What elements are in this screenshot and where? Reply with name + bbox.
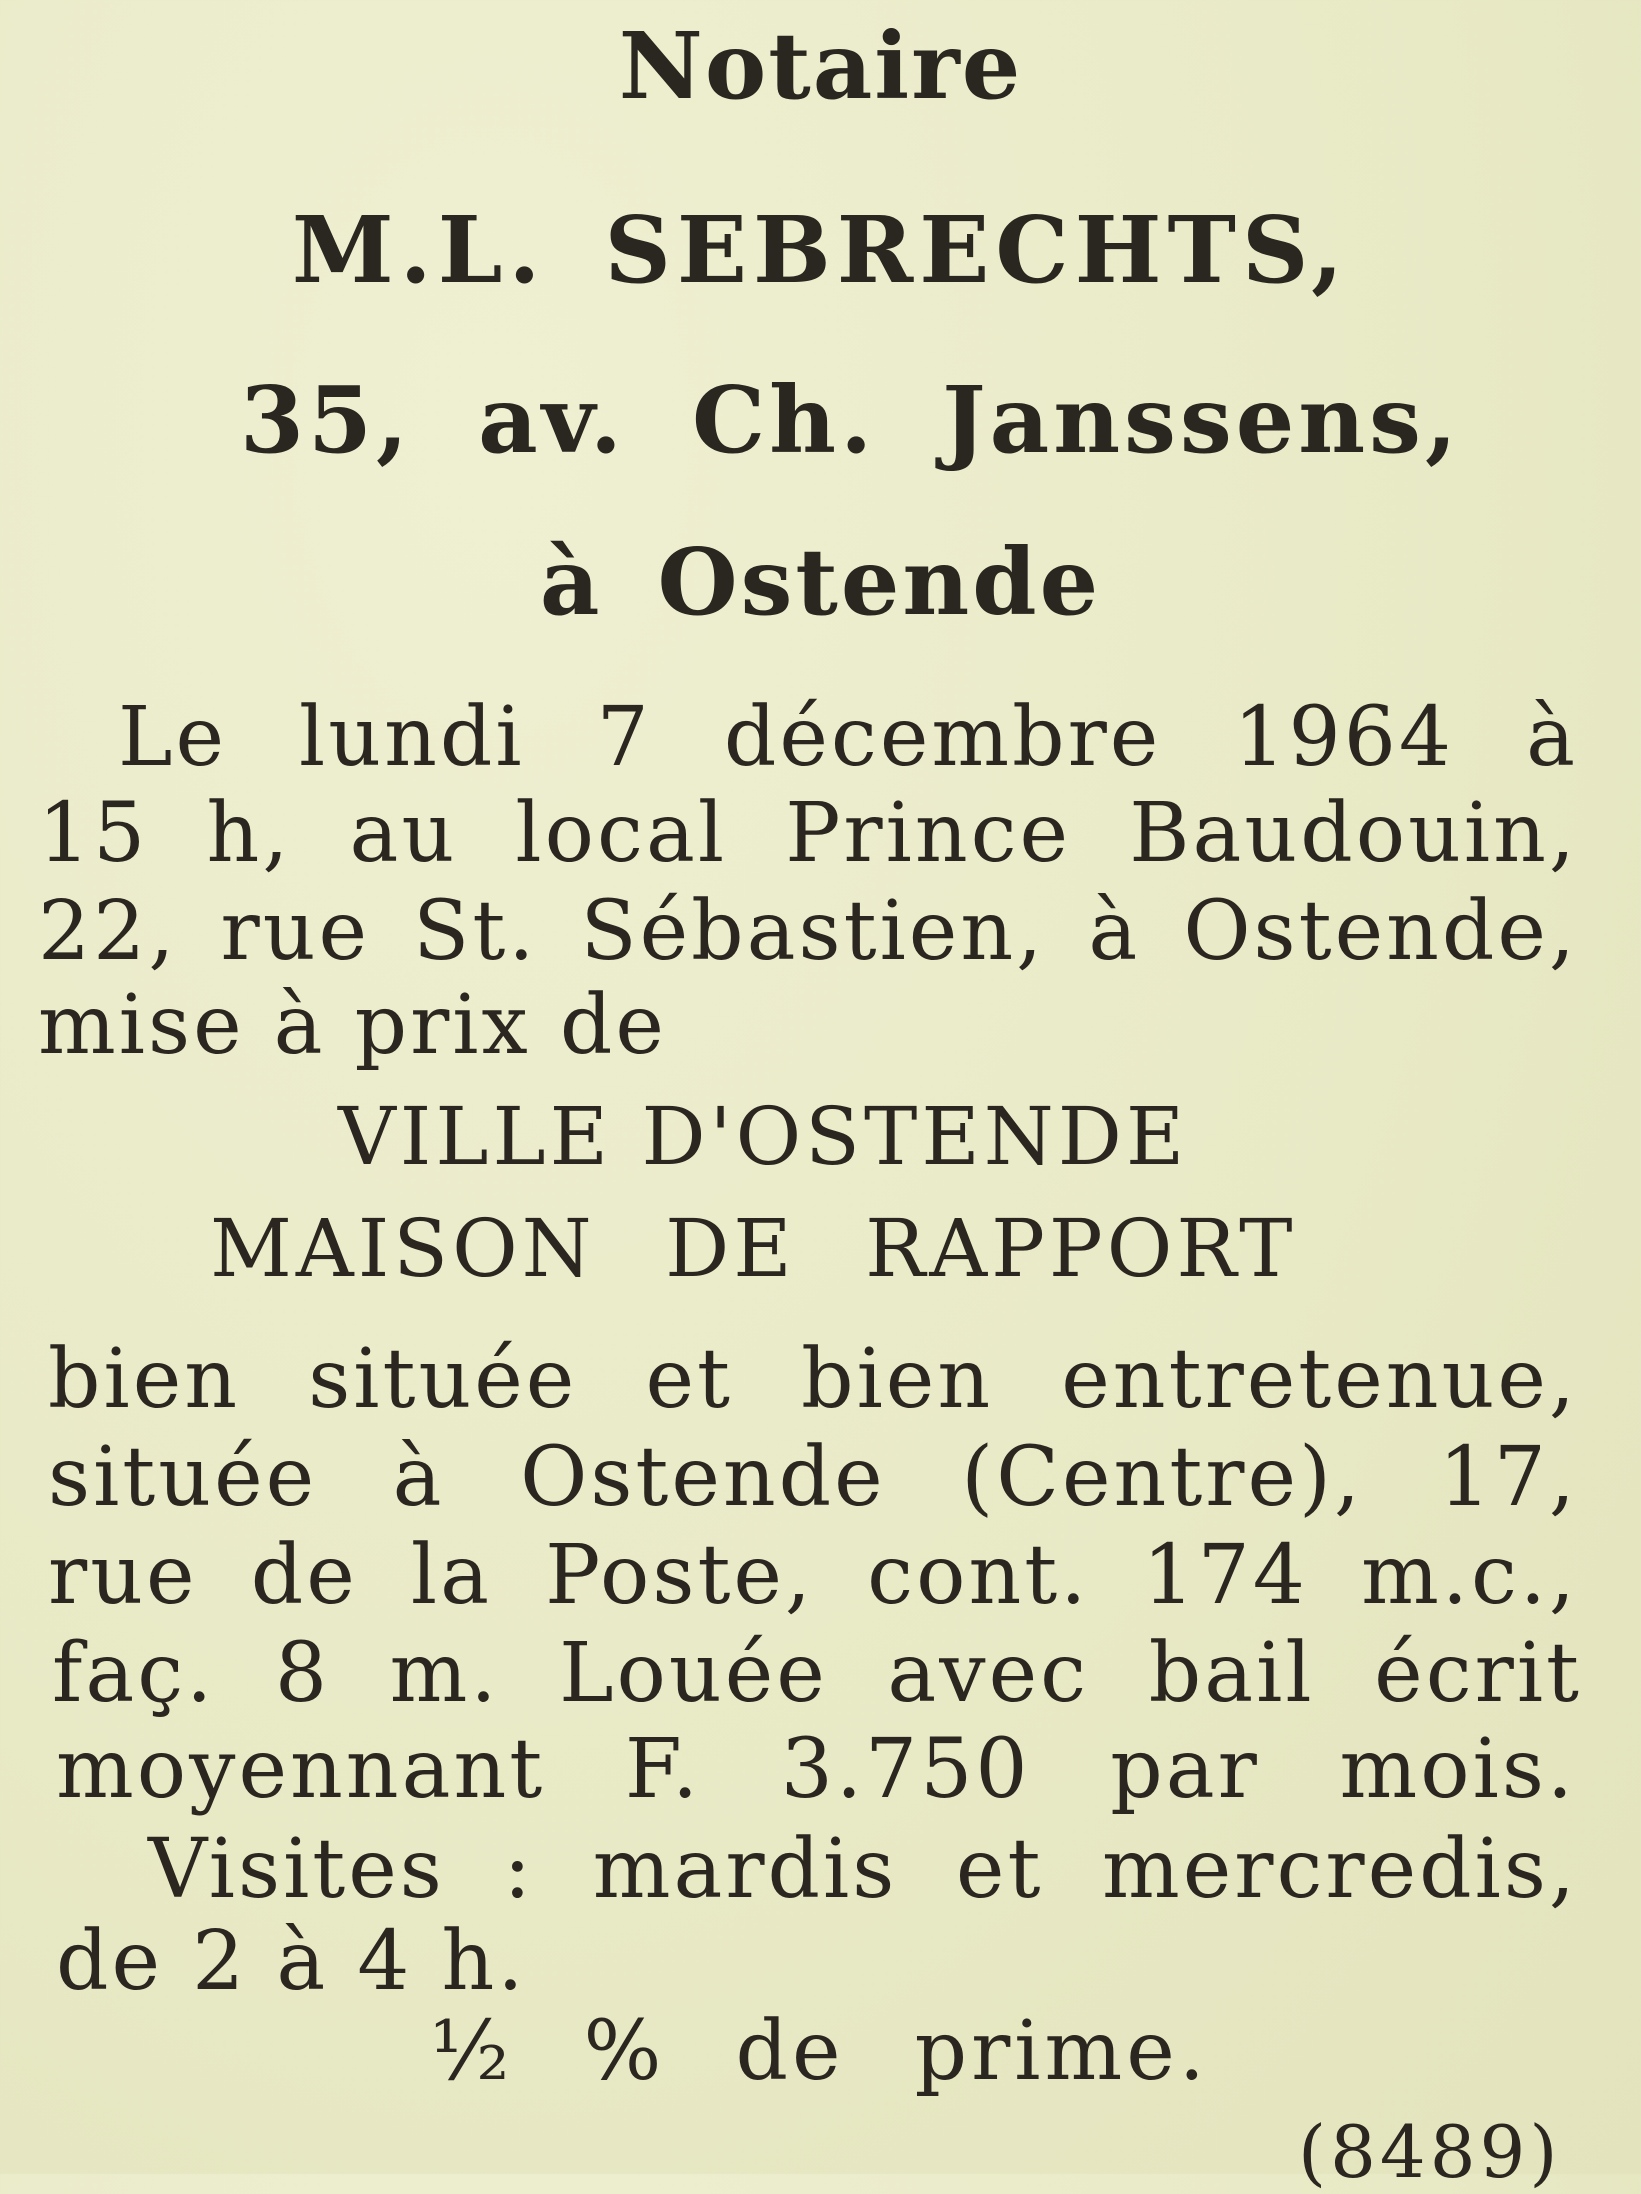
reference-number: (8489) bbox=[1298, 2110, 1562, 2194]
description-line-4: faç. 8 m. Louée avec bail écrit bbox=[52, 1626, 1582, 1721]
intro-line-4: mise à prix de bbox=[38, 978, 667, 1073]
notary-address: 35, av. Ch. Janssens, bbox=[240, 366, 1461, 474]
notary-city: à Ostende bbox=[539, 528, 1102, 636]
description-line-2: située à Ostende (Centre), 17, bbox=[48, 1430, 1578, 1525]
description-line-7: de 2 à 4 h. bbox=[56, 1914, 527, 2009]
intro-line-3: 22, rue St. Sébastien, à Ostende, bbox=[38, 884, 1578, 979]
intro-line-1: Le lundi 7 décembre 1964 à bbox=[118, 690, 1578, 785]
description-line-1: bien située et bien entretenue, bbox=[48, 1332, 1578, 1427]
property-location: VILLE D'OSTENDE bbox=[338, 1090, 1189, 1183]
notice-title: Notaire bbox=[618, 12, 1023, 120]
description-line-3: rue de la Poste, cont. 174 m.c., bbox=[48, 1528, 1578, 1623]
property-type: MAISON DE RAPPORT bbox=[210, 1202, 1297, 1295]
notary-name: M.L. SEBRECHTS, bbox=[291, 196, 1350, 304]
intro-line-2: 15 h, au local Prince Baudouin, bbox=[38, 786, 1578, 881]
description-line-6: Visites : mardis et mercredis, bbox=[148, 1822, 1578, 1917]
description-line-5: moyennant F. 3.750 par mois. bbox=[56, 1722, 1576, 1817]
prime-note: ½ % de prime. bbox=[430, 2004, 1209, 2099]
